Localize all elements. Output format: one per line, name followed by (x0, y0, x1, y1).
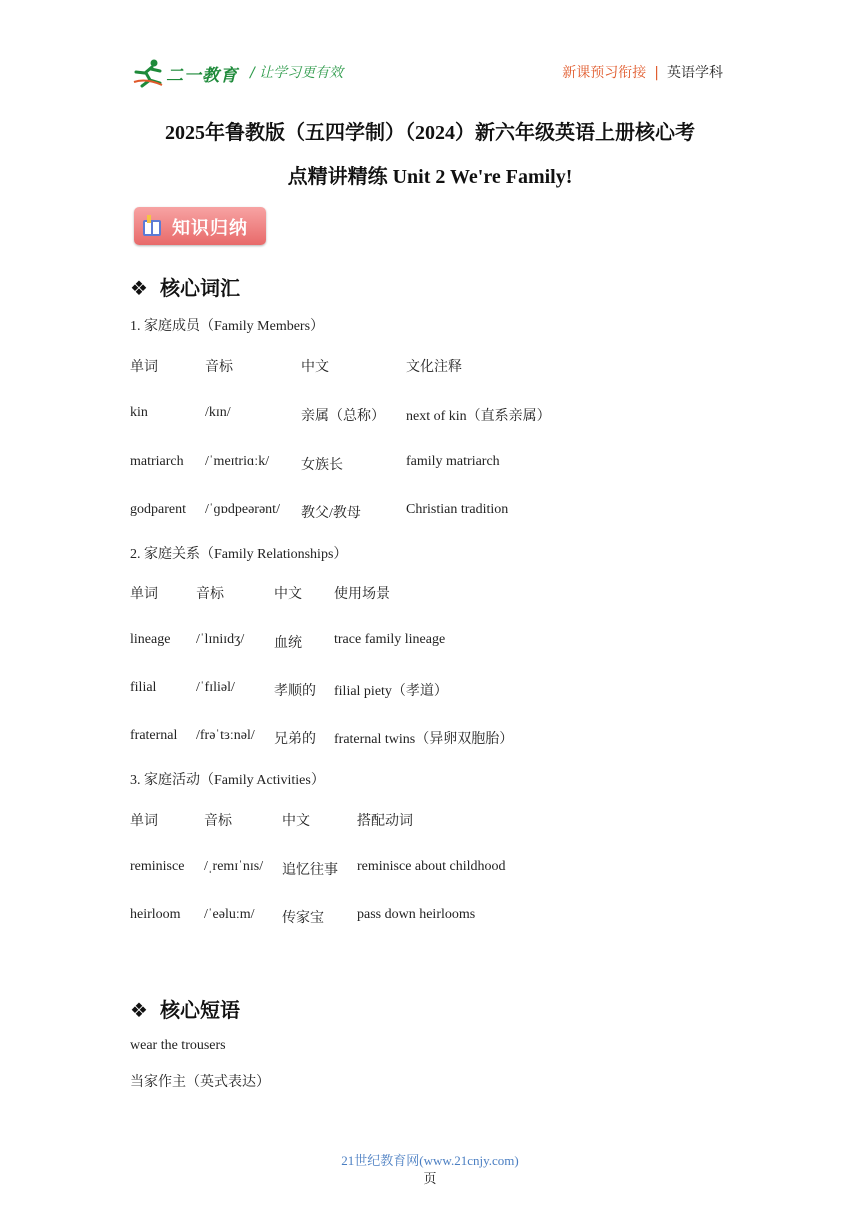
table-cell: trace family lineage (334, 632, 446, 647)
table-cell: 血统 (274, 636, 302, 651)
footer-link-text[interactable]: 21世纪教育网(www.21cnjy.com) (341, 1153, 519, 1168)
table-cell: filial (130, 680, 157, 695)
table-cell: /ˈlɪniɪdʒ/ (196, 632, 245, 647)
table-header: 音标 (205, 360, 233, 375)
table-header: 使用场景 (334, 587, 390, 602)
table-header: 单词 (130, 814, 158, 829)
book-icon (141, 214, 163, 238)
table-header: 搭配动词 (357, 814, 413, 829)
badge-label: 知识归纳 (172, 218, 248, 239)
table-cell: reminisce about childhood (357, 859, 506, 874)
brand-logo (132, 58, 244, 88)
table-cell: family matriarch (406, 454, 500, 469)
table-cell: pass down heirlooms (357, 907, 476, 922)
table-cell: 传家宝 (282, 911, 324, 926)
page-title-line2: 点精讲精练 Unit 2 We're Family! (287, 166, 573, 188)
table-header: 音标 (196, 587, 224, 602)
footer-page: 页 (423, 1171, 437, 1186)
table-header: 中文 (301, 360, 329, 375)
header-separator: | (654, 65, 659, 81)
table-cell: /ˌremɪˈnɪs/ (204, 859, 264, 874)
phrase-heading-text: 核心短语 (160, 998, 240, 1022)
table-header: 中文 (282, 814, 310, 829)
table-cell: 孝顺的 (274, 684, 316, 699)
table-header: 文化注释 (406, 360, 462, 375)
vocab-heading (130, 272, 240, 301)
runner-icon (132, 58, 166, 88)
table-cell: lineage (130, 632, 171, 647)
table-cell: matriarch (130, 454, 184, 469)
group-title-members: 1. 家庭成员（Family Members） (130, 319, 325, 334)
table-header: 单词 (130, 360, 158, 375)
table-cell: /ˈfɪliəl/ (196, 680, 235, 695)
table-cell: fraternal twins（异卵双胞胎） (334, 732, 514, 747)
group-title-relationships: 2. 家庭关系（Family Relationships） (130, 547, 348, 562)
diamond-icon: ❖ (130, 276, 148, 300)
phrase-english: wear the trousers (130, 1038, 226, 1053)
table-cell: 亲属（总称） (301, 409, 385, 424)
table-cell: next of kin（直系亲属） (406, 409, 551, 424)
diamond-icon: ❖ (130, 998, 148, 1022)
group-title-activities: 3. 家庭活动（Family Activities） (130, 773, 325, 788)
subject-label: 英语学科 (667, 65, 723, 81)
table-cell: 追忆往事 (282, 863, 338, 878)
logo-text: 二一教育 (166, 66, 238, 86)
phrase-heading (130, 994, 240, 1023)
table-header: 单词 (130, 587, 158, 602)
slogan: / 让学习更有效 (250, 65, 344, 81)
table-cell: /ˈɡɒdpeərənt/ (205, 502, 280, 517)
table-cell: heirloom (130, 907, 181, 922)
table-cell: filial piety（孝道） (334, 684, 448, 699)
table-cell: fraternal (130, 728, 178, 743)
phrase-meaning: 当家作主（英式表达） (130, 1075, 270, 1090)
table-header: 音标 (204, 814, 232, 829)
table-cell: /kɪn/ (205, 405, 231, 420)
header-right (562, 62, 723, 82)
knowledge-badge (134, 207, 266, 245)
page-title-line1: 2025年鲁教版（五四学制）（2024）新六年级英语上册核心考 (165, 122, 695, 144)
course-label: 新课预习衔接 (562, 65, 647, 81)
table-cell: 教父/教母 (301, 506, 361, 521)
table-cell: 兄弟的 (274, 732, 316, 747)
table-cell: /ˈeəluːm/ (204, 907, 255, 922)
table-cell: kin (130, 405, 148, 420)
footer-link[interactable] (0, 1150, 860, 1169)
vocab-heading-text: 核心词汇 (160, 276, 240, 300)
table-cell: /ˈmeɪtriɑːk/ (205, 454, 270, 469)
table-cell: reminisce (130, 859, 185, 874)
table-cell: /frəˈtɜːnəl/ (196, 728, 255, 743)
table-header: 中文 (274, 587, 302, 602)
table-cell: 女族长 (301, 458, 343, 473)
table-cell: Christian tradition (406, 502, 509, 517)
table-cell: godparent (130, 502, 186, 517)
